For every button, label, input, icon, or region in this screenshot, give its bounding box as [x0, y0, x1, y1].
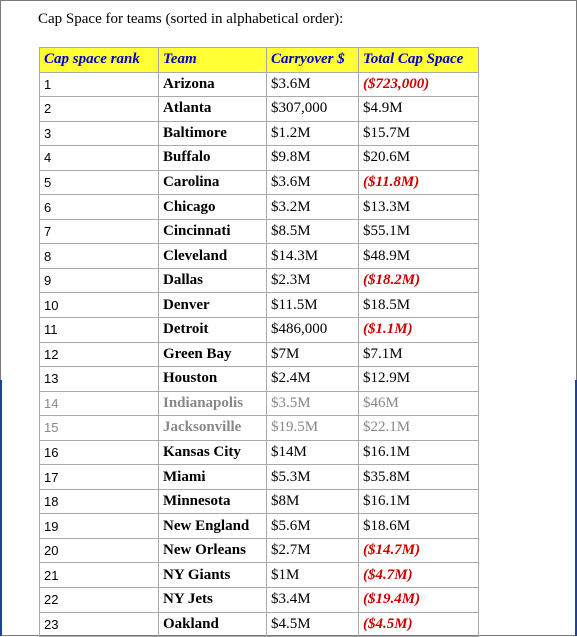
carryover-cell: $9.8M [267, 146, 359, 171]
table-row [40, 514, 479, 539]
table-row [40, 97, 479, 122]
total-cap-space-cell: $18.5M [359, 293, 479, 318]
carryover-cell: $2.4M [267, 367, 359, 392]
rank-cell: 8 [40, 244, 159, 269]
table-row [40, 416, 479, 441]
rank-cell: 19 [40, 514, 159, 539]
table-row [40, 121, 479, 146]
rank-cell: 7 [40, 219, 159, 244]
team-cell: Atlanta [159, 97, 267, 122]
rank-cell: 14 [40, 391, 159, 416]
total-cap-space-cell: $18.6M [359, 514, 479, 539]
carryover-cell: $486,000 [267, 318, 359, 343]
rank-cell: 5 [40, 170, 159, 195]
total-cap-space-cell: $13.3M [359, 195, 479, 220]
total-cap-space-cell: $4.9M [359, 97, 479, 122]
team-cell: Minnesota [159, 489, 267, 514]
carryover-cell: $2.7M [267, 538, 359, 563]
table-row [40, 244, 479, 269]
total-cap-space-cell: ($14.7M) [359, 538, 479, 563]
rank-cell: 15 [40, 416, 159, 441]
rank-cell: 17 [40, 465, 159, 490]
total-cap-space-cell: ($4.7M) [359, 563, 479, 588]
rank-cell: 3 [40, 121, 159, 146]
table-row [40, 367, 479, 392]
carryover-cell: $8M [267, 489, 359, 514]
table-row [40, 612, 479, 637]
table-row [40, 293, 479, 318]
table-row [40, 318, 479, 343]
rank-cell: 18 [40, 489, 159, 514]
table-row [40, 146, 479, 171]
team-cell: New Orleans [159, 538, 267, 563]
table-row [40, 268, 479, 293]
total-cap-space-cell: $35.8M [359, 465, 479, 490]
table-row [40, 219, 479, 244]
team-cell: Miami [159, 465, 267, 490]
carryover-cell: $3.4M [267, 588, 359, 613]
rank-cell: 21 [40, 563, 159, 588]
carryover-cell: $307,000 [267, 97, 359, 122]
team-cell: Arizona [159, 72, 267, 97]
team-cell: Baltimore [159, 121, 267, 146]
total-cap-space-cell: $15.7M [359, 121, 479, 146]
rank-cell: 2 [40, 97, 159, 122]
team-cell: Chicago [159, 195, 267, 220]
header-total-cap-space: Total Cap Space [359, 48, 479, 73]
carryover-cell: $5.6M [267, 514, 359, 539]
rank-cell: 10 [40, 293, 159, 318]
team-cell: Houston [159, 367, 267, 392]
header-carryover: Carryover $ [267, 48, 359, 73]
team-cell: Kansas City [159, 440, 267, 465]
total-cap-space-cell: $55.1M [359, 219, 479, 244]
table-row [40, 489, 479, 514]
total-cap-space-cell: $48.9M [359, 244, 479, 269]
rank-cell: 13 [40, 367, 159, 392]
rank-cell: 12 [40, 342, 159, 367]
team-cell: Jacksonville [159, 416, 267, 441]
team-cell: Green Bay [159, 342, 267, 367]
carryover-cell: $14M [267, 440, 359, 465]
total-cap-space-cell: $46M [359, 391, 479, 416]
team-cell: New England [159, 514, 267, 539]
carryover-cell: $5.3M [267, 465, 359, 490]
team-cell: Indianapolis [159, 391, 267, 416]
total-cap-space-cell: $7.1M [359, 342, 479, 367]
table-row [40, 465, 479, 490]
carryover-cell: $1M [267, 563, 359, 588]
carryover-cell: $19.5M [267, 416, 359, 441]
total-cap-space-cell: ($18.2M) [359, 268, 479, 293]
rank-cell: 9 [40, 268, 159, 293]
carryover-cell: $3.2M [267, 195, 359, 220]
carryover-cell: $4.5M [267, 612, 359, 637]
team-cell: Carolina [159, 170, 267, 195]
team-cell: NY Giants [159, 563, 267, 588]
team-cell: Buffalo [159, 146, 267, 171]
table-row [40, 195, 479, 220]
table-row [40, 72, 479, 97]
total-cap-space-cell: ($1.1M) [359, 318, 479, 343]
total-cap-space-cell: $16.1M [359, 489, 479, 514]
total-cap-space-cell: $22.1M [359, 416, 479, 441]
rank-cell: 20 [40, 538, 159, 563]
table-row [40, 391, 479, 416]
team-cell: NY Jets [159, 588, 267, 613]
header-row [40, 48, 479, 73]
total-cap-space-cell: ($19.4M) [359, 588, 479, 613]
rank-cell: 22 [40, 588, 159, 613]
total-cap-space-cell: $20.6M [359, 146, 479, 171]
team-cell: Cincinnati [159, 219, 267, 244]
cap-space-table [39, 47, 479, 637]
carryover-cell: $14.3M [267, 244, 359, 269]
rank-cell: 6 [40, 195, 159, 220]
total-cap-space-cell: $16.1M [359, 440, 479, 465]
carryover-cell: $11.5M [267, 293, 359, 318]
rank-cell: 16 [40, 440, 159, 465]
carryover-cell: $7M [267, 342, 359, 367]
total-cap-space-cell: ($723,000) [359, 72, 479, 97]
rank-cell: 1 [40, 72, 159, 97]
carryover-cell: $8.5M [267, 219, 359, 244]
carryover-cell: $3.6M [267, 170, 359, 195]
table-row [40, 588, 479, 613]
table-row [40, 563, 479, 588]
team-cell: Cleveland [159, 244, 267, 269]
carryover-cell: $3.6M [267, 72, 359, 97]
rank-cell: 11 [40, 318, 159, 343]
team-cell: Dallas [159, 268, 267, 293]
carryover-cell: $1.2M [267, 121, 359, 146]
rank-cell: 4 [40, 146, 159, 171]
table-caption: Cap Space for teams (sorted in alphabetical order): [38, 11, 344, 27]
table-row [40, 170, 479, 195]
carryover-cell: $2.3M [267, 268, 359, 293]
team-cell: Oakland [159, 612, 267, 637]
header-team: Team [159, 48, 267, 73]
team-cell: Denver [159, 293, 267, 318]
window-edge-left [0, 380, 2, 636]
total-cap-space-cell: $12.9M [359, 367, 479, 392]
rank-cell: 23 [40, 612, 159, 637]
table-row [40, 440, 479, 465]
table-row [40, 342, 479, 367]
header-rank: Cap space rank [40, 48, 159, 73]
team-cell: Detroit [159, 318, 267, 343]
total-cap-space-cell: ($11.8M) [359, 170, 479, 195]
carryover-cell: $3.5M [267, 391, 359, 416]
total-cap-space-cell: ($4.5M) [359, 612, 479, 637]
table-row [40, 538, 479, 563]
